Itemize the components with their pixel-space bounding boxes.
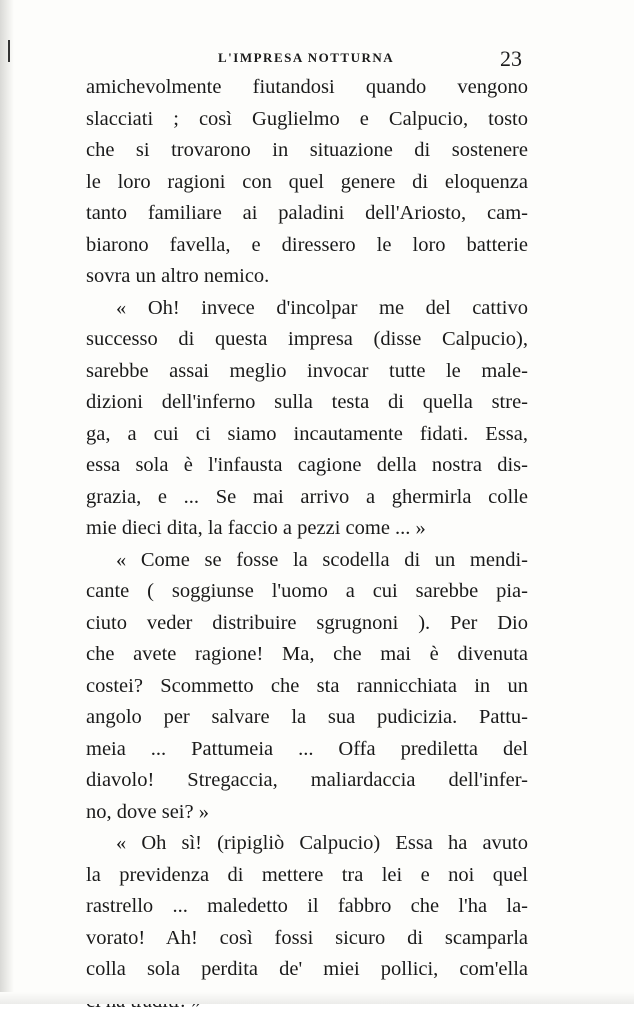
text-line: slacciati ; così Guglielmo e Calpucio, tosto — [86, 104, 528, 136]
page-gutter-shadow — [0, 0, 14, 1004]
text-line: tanto familiare ai paladini dell'Ariosto, cam- — [86, 198, 528, 230]
running-head: L'IMPRESA NOTTURNA — [218, 50, 394, 66]
text-line: la previdenza di mettere tra lei e noi quel — [86, 860, 528, 892]
text-line: colla sola perdita de' miei pollici, com'ella — [86, 954, 528, 986]
text-line: le loro ragioni con quel genere di eloquenza — [86, 167, 528, 199]
text-line: rastrello ... maledetto il fabbro che l'ha la- — [86, 891, 528, 923]
text-line: successo di questa impresa (disse Calpucio), — [86, 324, 528, 356]
text-line: ciuto veder distribuire sgrugnoni ). Per Dio — [86, 608, 528, 640]
text-line: « Come se fosse la scodella di un mendi- — [86, 545, 528, 577]
text-line: vorato! Ah! così fossi sicuro di scamparla — [86, 923, 528, 955]
text-line: amichevolmente fiutandosi quando vengono — [86, 72, 528, 104]
text-line: grazia, e ... Se mai arrivo a ghermirla colle — [86, 482, 528, 514]
body-text — [86, 72, 528, 1017]
page-header — [0, 46, 634, 70]
page-number: 23 — [500, 46, 522, 72]
text-line: cante ( soggiunse l'uomo a cui sarebbe pia- — [86, 576, 528, 608]
text-line: biarono favella, e diressero le loro batterie — [86, 230, 528, 262]
text-line: no, dove sei? » — [86, 797, 528, 829]
text-line: essa sola è l'infausta cagione della nostra dis- — [86, 450, 528, 482]
text-line: angolo per salvare la sua pudicizia. Pattu- — [86, 702, 528, 734]
text-line: « Oh! invece d'incolpar me del cattivo — [86, 293, 528, 325]
text-line: sarebbe assai meglio invocar tutte le male- — [86, 356, 528, 388]
text-line: ga, a cui ci siamo incautamente fidati. Essa, — [86, 419, 528, 451]
text-line: meia ... Pattumeia ... Offa prediletta del — [86, 734, 528, 766]
text-line: mie dieci dita, la faccio a pezzi come ... » — [86, 513, 528, 545]
text-line: che avete ragione! Ma, che mai è divenuta — [86, 639, 528, 671]
text-line: costei? Scommetto che sta rannicchiata in un — [86, 671, 528, 703]
text-line: dizioni dell'inferno sulla testa di quella stre- — [86, 387, 528, 419]
text-line: « Oh sì! (ripigliò Calpucio) Essa ha avuto — [86, 828, 528, 860]
text-line: che si trovarono in situazione di sostenere — [86, 135, 528, 167]
text-line: diavolo! Stregaccia, maliardaccia dell'infer- — [86, 765, 528, 797]
page-bottom-edge — [0, 992, 634, 1004]
text-line: sovra un altro nemico. — [86, 261, 528, 293]
